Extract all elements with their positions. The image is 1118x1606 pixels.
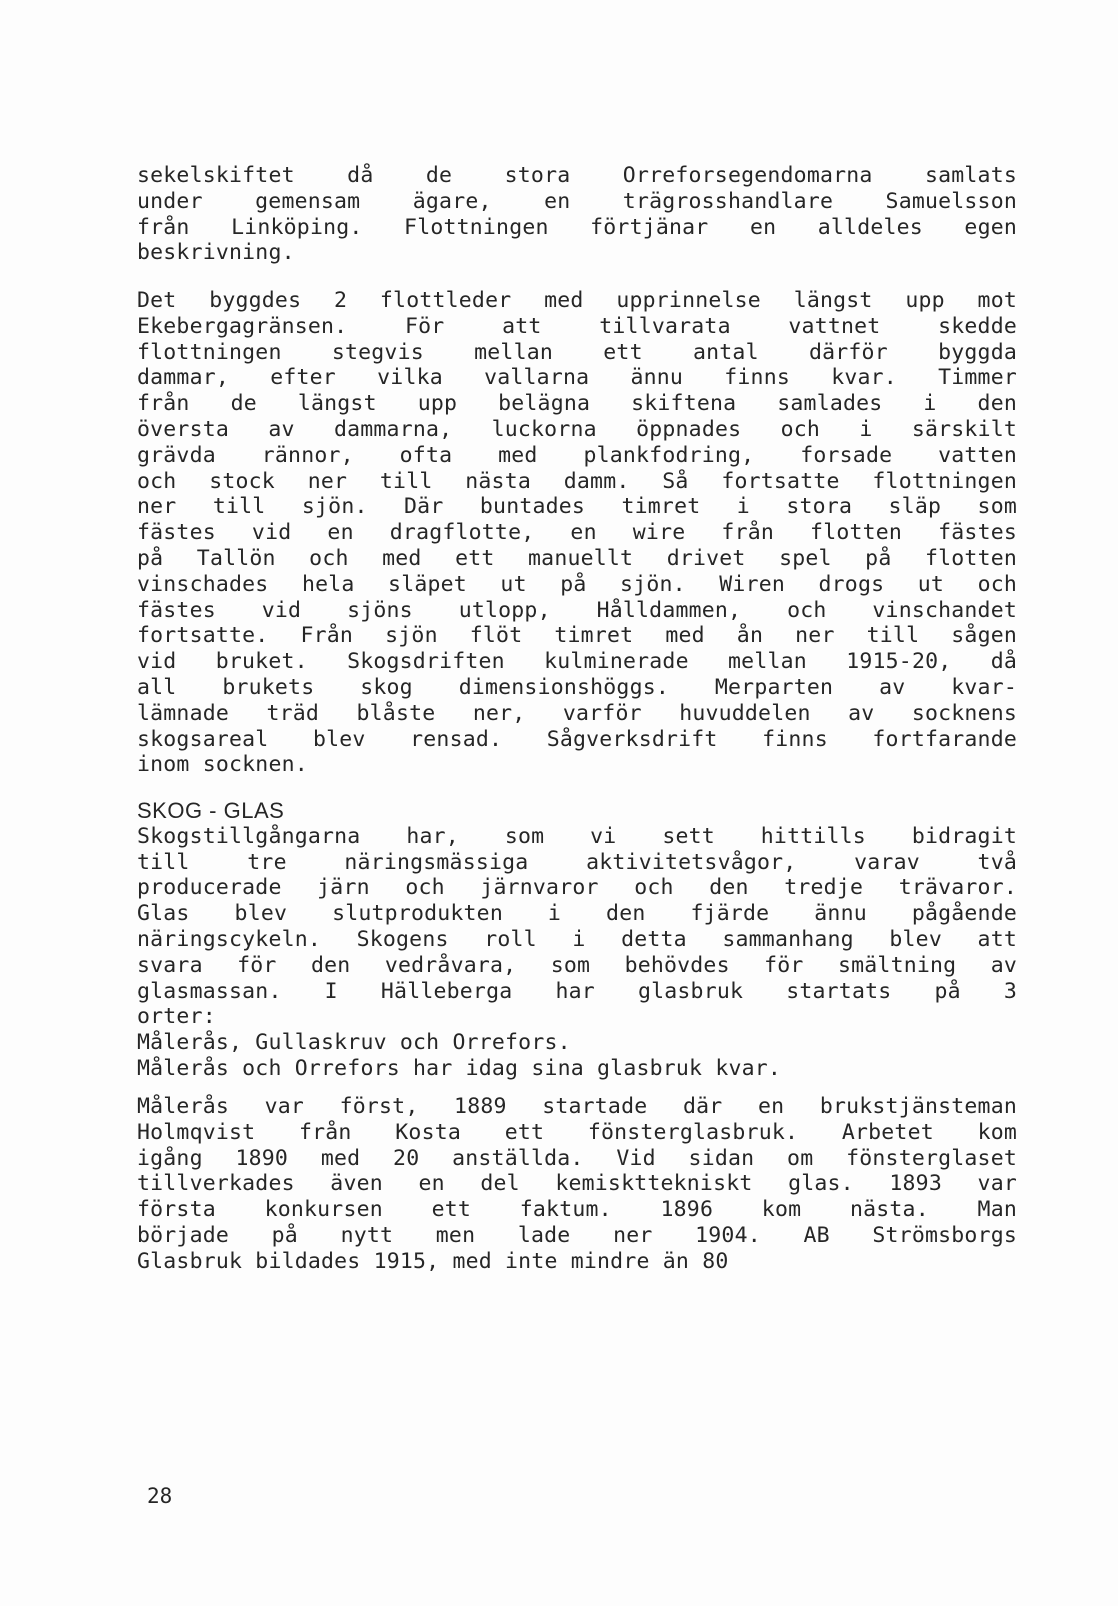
text-line: översta av dammarna, luckorna öppnades och i särskilt bbox=[137, 416, 1017, 442]
text-line: sekelskiftet då de stora Orreforsegendomarna samlats bbox=[137, 163, 1017, 188]
text-line: beskrivning. bbox=[137, 240, 295, 266]
text-line: fortsatte. Från sjön flöt timret med ån ner till sågen bbox=[137, 623, 1017, 649]
text-line: Skogstillgångarna har, som vi sett hittills bidragit bbox=[137, 823, 1017, 849]
section-skog-glas bbox=[137, 798, 1017, 1082]
section-heading: SKOG - GLAS bbox=[137, 798, 285, 823]
page-number: 28 bbox=[147, 1484, 173, 1508]
text-line: ner till sjön. Där buntades timret i stora släp som bbox=[137, 494, 1017, 520]
text-line: Glas blev slutprodukten i den fjärde ännu pågående bbox=[137, 901, 1017, 927]
paragraph-flottning bbox=[137, 288, 1017, 778]
text-line: fästes vid sjöns utlopp, Hålldammen, och vinschandet bbox=[137, 597, 1017, 623]
text-line: Målerås och Orrefors har idag sina glasbruk kvar. bbox=[137, 1055, 782, 1081]
text-line: till tre näringsmässiga aktivitetsvågor, varav två bbox=[137, 849, 1017, 875]
text-line: Holmqvist från Kosta ett fönsterglasbruk. Arbetet kom bbox=[137, 1119, 1017, 1145]
text-line: skogsareal blev rensad. Sågverksdrift finns fortfarande bbox=[137, 726, 1017, 752]
text-line: Det byggdes 2 flottleder med upprinnelse längst upp mot bbox=[137, 288, 1017, 313]
text-line: igång 1890 med 20 anställda. Vid sidan om fönsterglaset bbox=[137, 1145, 1017, 1171]
text-line: svara för den vedråvara, som behövdes för smältning av bbox=[137, 952, 1017, 978]
text-line: fästes vid en dragflotte, en wire från flotten fästes bbox=[137, 520, 1017, 546]
text-line: dammar, efter vilka vallarna ännu finns kvar. Timmer bbox=[137, 365, 1017, 391]
text-line: all brukets skog dimensionshöggs. Merparten av kvar- bbox=[137, 674, 1017, 700]
paragraph-maleras bbox=[137, 1094, 1017, 1275]
text-line: lämnade träd blåste ner, varför huvuddelen av socknens bbox=[137, 700, 1017, 726]
text-line: Glasbruk bildades 1915, med inte mindre än 80 bbox=[137, 1248, 729, 1274]
text-line: tillverkades även en del kemiskttekniskt glas. 1893 var bbox=[137, 1171, 1017, 1197]
text-line: flottningen stegvis mellan ett antal därför byggda bbox=[137, 339, 1017, 365]
text-line: började på nytt men lade ner 1904. AB Strömsborgs bbox=[137, 1222, 1017, 1248]
text-line: producerade järn och järnvaror och den tredje trävaror. bbox=[137, 875, 1017, 901]
text-line: på Tallön och med ett manuellt drivet spel på flotten bbox=[137, 545, 1017, 571]
text-line: från de längst upp belägna skiftena samlades i den bbox=[137, 391, 1017, 417]
text-line: orter: bbox=[137, 1004, 216, 1030]
text-line: grävda rännor, ofta med plankfodring, forsade vatten bbox=[137, 442, 1017, 468]
text-line: Målerås var först, 1889 startade där en brukstjänsteman bbox=[137, 1094, 1017, 1119]
paragraph-intro bbox=[137, 163, 1017, 266]
text-line: under gemensam ägare, en trägrosshandlare Samuelsson bbox=[137, 188, 1017, 214]
text-line: från Linköping. Flottningen förtjänar en alldeles egen bbox=[137, 214, 1017, 240]
text-line: näringscykeln. Skogens roll i detta sammanhang blev att bbox=[137, 926, 1017, 952]
text-line: vinschades hela släpet ut på sjön. Wiren drogs ut och bbox=[137, 571, 1017, 597]
text-line: första konkursen ett faktum. 1896 kom nästa. Man bbox=[137, 1197, 1017, 1223]
text-line: och stock ner till nästa damm. Så fortsatte flottningen bbox=[137, 468, 1017, 494]
text-line: vid bruket. Skogsdriften kulminerade mellan 1915-20, då bbox=[137, 649, 1017, 675]
text-line: glasmassan. I Hälleberga har glasbruk startats på 3 bbox=[137, 978, 1017, 1004]
text-line: Målerås, Gullaskruv och Orrefors. bbox=[137, 1030, 571, 1056]
text-line: inom socknen. bbox=[137, 752, 308, 778]
text-line: Ekebergagränsen. För att tillvarata vattnet skedde bbox=[137, 313, 1017, 339]
